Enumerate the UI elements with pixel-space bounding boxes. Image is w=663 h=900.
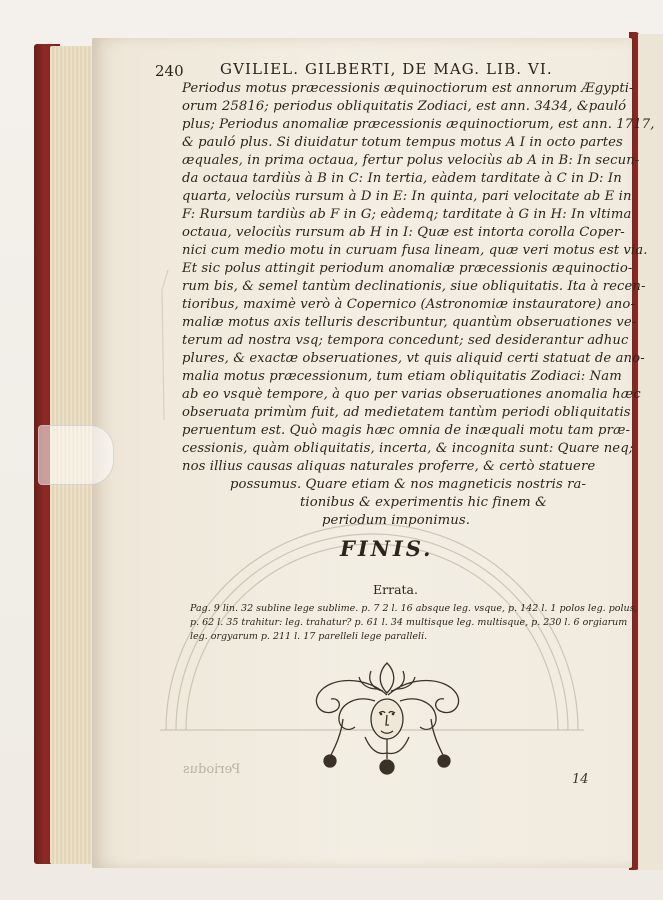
body-line: peruentum est. Quò magis hæc omnia de inæquali motu tam præ- xyxy=(182,423,631,438)
body-line: orum 25816; periodus obliquitatis Zodiaci, est ann. 3434, &pauló xyxy=(182,99,627,114)
body-line: æquales, in prima octaua, fertur polus velociùs ab A in B: In secun- xyxy=(182,153,640,168)
body-line: F: Rursum tardiùs ab F in G; eàdemq; tarditate à G in H: In vltima xyxy=(182,207,632,222)
body-line: Periodus motus præcessionis æquinoctiorum est annorum Ægypti- xyxy=(182,81,634,96)
body-line: periodum imponimus. xyxy=(322,513,471,528)
body-line: tioribus, maximè verò à Copernico (Astronomiæ instauratore) ano- xyxy=(182,297,635,312)
body-line: malia motus præcessionum, tum etiam obliquitatis Zodiaci: Nam xyxy=(182,369,622,384)
body-line: possumus. Quare etiam & nos magneticis nostris ra- xyxy=(230,477,587,492)
body-line: Et sic polus attingit periodum anomaliæ præcessionis æquinoctio- xyxy=(182,261,633,276)
body-line: & pauló plus. Si diuidatur totum tempus motus A I in octo partes xyxy=(182,135,623,150)
body-line: plures, & exactæ obseruationes, vt quis aliquid certi statuat de ano- xyxy=(182,351,645,366)
body-line: octaua, velociùs rursum ab H in I: Quæ est intorta corolla Coper- xyxy=(182,225,625,240)
mask-ornament-icon xyxy=(305,655,470,780)
body-line: obseruata primùm fuit, ad medietatem tantùm periodi obliquitatis xyxy=(182,405,631,420)
errata-line: Pag. 9 lin. 32 subline lege sublime. p. 7 2 l. 16 absque leg. vsque, p. 142 l. 1 polos leg. polus, xyxy=(190,603,638,614)
finis-heading: FINIS. xyxy=(340,536,434,561)
errata-line: p. 62 l. 35 trahitur: leg. trahatur? p. 61 l. 34 multisque leg. multisque, p. 230 l. 6 orgiarum xyxy=(190,617,628,628)
running-head: GVILIEL. GILBERTI, DE MAG. LIB. VI. xyxy=(220,60,553,78)
body-line: cessionis, quàm obliquitatis, incerta, & incognita sunt: Quare neq; xyxy=(182,441,634,456)
body-line: ab eo vsquè tempore, à quo per varias obseruationes anomalia hæc xyxy=(182,387,641,402)
body-line: rum bis, & semel tantùm declinationis, siue obliquitatis. Ita à recen- xyxy=(182,279,646,294)
body-line: nos illius causas aliquas naturales proferre, & certò statuere xyxy=(182,459,596,474)
body-line: tionibus & experimentis hic finem & xyxy=(300,495,547,510)
body-line: maliæ motus axis telluris describuntur, quantùm obseruationes ve- xyxy=(182,315,637,330)
body-line: da octaua tardiùs à B in C: In tertia, eàdem tarditate à C in D: In xyxy=(182,171,622,186)
bleed-through-word: Periodus xyxy=(183,762,241,777)
folio-note: 14 xyxy=(572,772,589,787)
body-line: terum ad nostra vsq; tempora concedunt; sed desiderantur adhuc xyxy=(182,333,629,348)
body-line: quarta, velociùs rursum à D in E: In quinta, pari velocitate ab E in xyxy=(182,189,632,204)
errata-line: leg. orgyarum p. 211 l. 17 parelleli lege paralleli. xyxy=(190,631,428,642)
errata-title: Errata. xyxy=(373,582,418,597)
page-number: 240 xyxy=(155,62,184,80)
body-line: plus; Periodus anomaliæ præcessionis æquinoctiorum, est ann. 1717, xyxy=(182,117,655,132)
page-clip xyxy=(38,425,114,485)
body-line: nici cum medio motu in curuam fusa lineam, quæ veri motus est via. xyxy=(182,243,648,258)
